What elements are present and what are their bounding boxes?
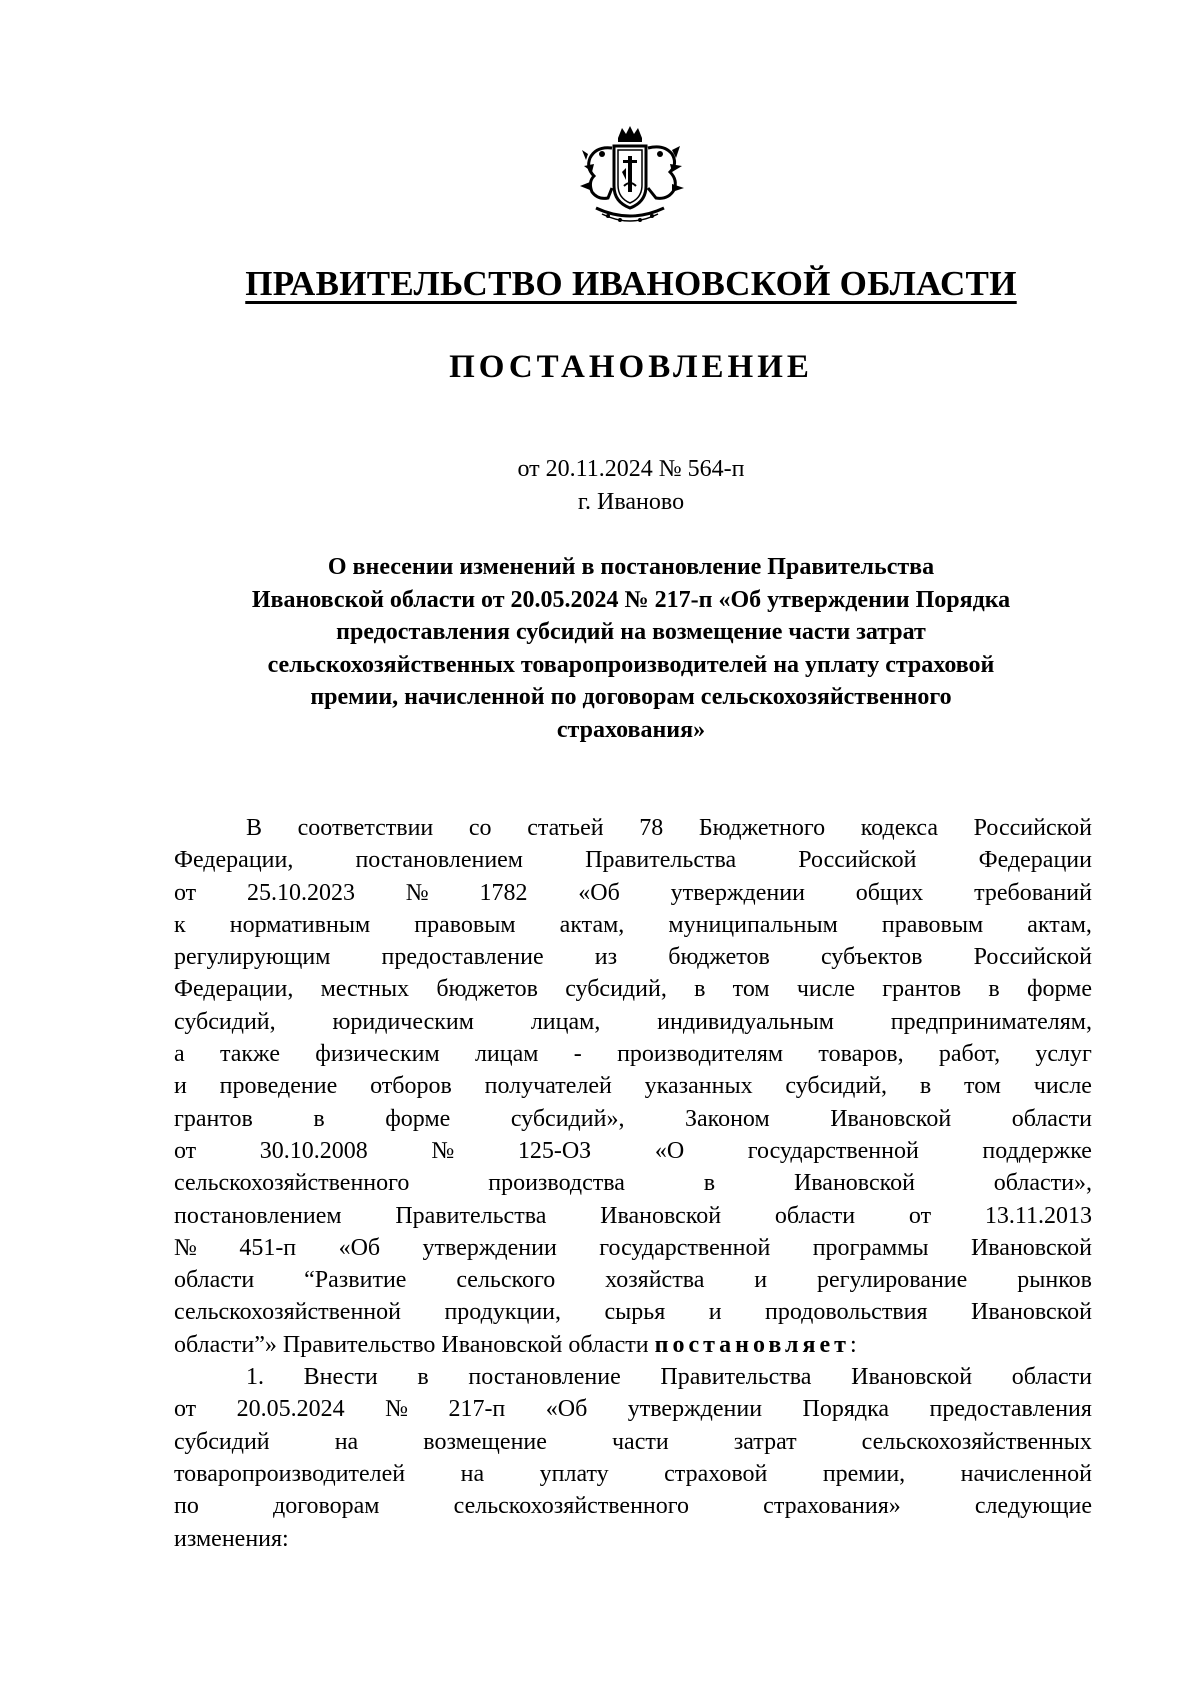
body-word: государственной bbox=[599, 1234, 771, 1261]
body-word: указанных bbox=[644, 1073, 753, 1100]
body-word: Федерации, bbox=[174, 976, 294, 1003]
body-word: статьей bbox=[527, 815, 604, 841]
body-word: в bbox=[417, 1364, 429, 1391]
body-word: предоставление bbox=[381, 944, 544, 971]
body-word: от bbox=[908, 1202, 932, 1229]
body-word: Российской bbox=[798, 847, 917, 874]
body-word: и bbox=[754, 1267, 768, 1294]
body-word: договорам bbox=[273, 1493, 380, 1520]
body-word: сельскохозяйственной bbox=[174, 1299, 401, 1326]
body-word: уплату bbox=[539, 1460, 609, 1487]
body-word: муниципальным bbox=[668, 911, 838, 938]
body-word: утверждении bbox=[422, 1234, 557, 1261]
body-word: числе bbox=[1033, 1073, 1092, 1100]
body-line bbox=[174, 1070, 1092, 1102]
body-line bbox=[174, 1200, 1092, 1232]
body-word: производства bbox=[488, 1170, 625, 1197]
body-line-tail: : bbox=[849, 1331, 857, 1358]
body-line-text: изменения: bbox=[174, 1525, 289, 1552]
body-line bbox=[174, 844, 1092, 876]
body-word: 1782 bbox=[479, 879, 528, 906]
body-word: в bbox=[313, 1105, 325, 1132]
body-line bbox=[174, 1361, 1092, 1393]
body-word: 451-п bbox=[239, 1234, 297, 1261]
document-body bbox=[174, 812, 1092, 1555]
body-word: Бюджетного bbox=[698, 815, 826, 841]
body-word: и bbox=[708, 1299, 722, 1326]
body-word: Законом bbox=[684, 1105, 770, 1132]
body-word: «Об bbox=[545, 1396, 588, 1423]
body-word: сельского bbox=[456, 1267, 556, 1294]
body-word: следующие bbox=[974, 1493, 1092, 1520]
body-line bbox=[174, 909, 1092, 941]
body-word: числе bbox=[796, 976, 856, 1003]
body-word: возмещение bbox=[423, 1428, 547, 1455]
body-line bbox=[174, 1006, 1092, 1038]
body-word: затрат bbox=[733, 1428, 797, 1455]
coat-of-arms-icon bbox=[568, 124, 692, 232]
body-word: отборов bbox=[370, 1073, 452, 1100]
document-subject bbox=[170, 551, 1092, 746]
body-word: постановление bbox=[468, 1364, 621, 1391]
body-line bbox=[174, 1523, 1092, 1555]
body-word: сырья bbox=[604, 1299, 666, 1326]
body-word: местных bbox=[320, 976, 410, 1003]
body-word: Федерации, bbox=[174, 847, 294, 874]
body-word: сельскохозяйственных bbox=[861, 1428, 1092, 1455]
body-word: правовым bbox=[414, 911, 516, 938]
body-line bbox=[174, 941, 1092, 973]
body-word: Ивановской bbox=[851, 1364, 973, 1391]
body-word: сельскохозяйственного bbox=[174, 1170, 410, 1197]
body-word: части bbox=[611, 1428, 669, 1455]
body-line bbox=[174, 1490, 1092, 1522]
body-word: бюджетов bbox=[436, 976, 538, 1003]
body-word: “Развитие bbox=[304, 1267, 407, 1294]
body-word: 125-ОЗ bbox=[517, 1137, 592, 1164]
subject-line: предоставления субсидий на возмещение части затрат bbox=[336, 619, 926, 645]
body-word: в bbox=[703, 1170, 716, 1197]
body-word: Внести bbox=[303, 1364, 378, 1391]
body-word: Федерации bbox=[978, 847, 1092, 874]
body-word: предпринимателям, bbox=[890, 1008, 1092, 1035]
body-word: сельскохозяйственного bbox=[453, 1493, 690, 1520]
body-word: Ивановской bbox=[971, 1299, 1092, 1326]
body-word: Правительства bbox=[660, 1364, 812, 1391]
body-word: форме bbox=[385, 1105, 451, 1132]
body-word: а bbox=[174, 1041, 185, 1068]
body-word: также bbox=[219, 1041, 280, 1068]
body-word: Ивановской bbox=[970, 1234, 1092, 1261]
body-line bbox=[174, 877, 1092, 909]
body-word: страхования» bbox=[763, 1493, 901, 1520]
body-word: к bbox=[174, 911, 186, 938]
body-word: 20.05.2024 bbox=[236, 1396, 345, 1423]
body-word: физическим bbox=[315, 1041, 440, 1068]
body-word: общих bbox=[855, 879, 924, 906]
body-word: кодекса bbox=[860, 815, 939, 841]
body-word: страховой bbox=[664, 1460, 768, 1487]
body-word: постановлением bbox=[174, 1202, 342, 1229]
body-word: субсидий, bbox=[565, 976, 667, 1003]
body-word: том bbox=[732, 976, 770, 1003]
body-line bbox=[174, 1458, 1092, 1490]
body-word: том bbox=[964, 1073, 1001, 1100]
body-word: поддержке bbox=[982, 1137, 1092, 1164]
body-line bbox=[174, 1167, 1092, 1199]
body-word: области bbox=[174, 1267, 255, 1294]
subject-line: О внесении изменений в постановление Правительства bbox=[327, 554, 935, 580]
body-word: и bbox=[174, 1073, 187, 1100]
body-word: услуг bbox=[1035, 1041, 1092, 1068]
body-line bbox=[174, 1426, 1092, 1458]
body-word: программы bbox=[812, 1234, 929, 1261]
body-line bbox=[174, 1135, 1092, 1167]
body-word: нормативным bbox=[229, 911, 371, 938]
body-word: Ивановской bbox=[830, 1105, 952, 1132]
body-word: требований bbox=[974, 879, 1092, 906]
body-word: области bbox=[774, 1202, 856, 1229]
body-word: 30.10.2008 bbox=[259, 1137, 368, 1164]
body-word: субсидий», bbox=[510, 1105, 625, 1132]
subject-line: страхования» bbox=[556, 716, 706, 743]
body-word: рынков bbox=[1017, 1267, 1092, 1294]
government-title: ПРАВИТЕЛЬСТВО ИВАНОВСКОЙ ОБЛАСТИ bbox=[245, 264, 1017, 303]
body-word: актам, bbox=[1027, 911, 1092, 938]
body-word: премии, bbox=[822, 1460, 906, 1487]
body-word: в bbox=[988, 976, 1000, 1003]
body-line bbox=[174, 1038, 1092, 1070]
body-word: «Об bbox=[338, 1234, 381, 1261]
body-word: лицам, bbox=[530, 1008, 601, 1035]
body-word: хозяйства bbox=[605, 1267, 705, 1294]
body-word: государственной bbox=[747, 1137, 919, 1164]
body-word: Правительства bbox=[395, 1202, 547, 1229]
body-word: регулирование bbox=[817, 1267, 968, 1294]
body-word: утверждении bbox=[627, 1396, 763, 1423]
body-word: работ, bbox=[938, 1041, 1001, 1068]
body-word: лицам bbox=[474, 1041, 539, 1068]
body-word: 1. bbox=[246, 1364, 264, 1391]
body-line bbox=[174, 1329, 1092, 1361]
body-word: юридическим bbox=[332, 1008, 474, 1035]
body-word: предоставления bbox=[929, 1396, 1092, 1423]
body-word: В bbox=[246, 815, 263, 841]
body-word: «О bbox=[654, 1137, 685, 1164]
body-word: - bbox=[573, 1041, 582, 1068]
body-word: субсидий, bbox=[174, 1008, 276, 1035]
body-line bbox=[174, 812, 1092, 844]
document-city: г. Иваново bbox=[577, 489, 685, 515]
body-word: соответствии bbox=[297, 815, 434, 841]
body-word: в bbox=[694, 976, 706, 1003]
body-word: утверждении bbox=[670, 879, 805, 906]
body-word: правовым bbox=[881, 911, 984, 938]
body-word: из bbox=[594, 944, 618, 971]
body-word: получателей bbox=[484, 1073, 612, 1100]
document-date-number: от 20.11.2024 № 564-п bbox=[517, 456, 745, 482]
body-word: субсидий bbox=[174, 1428, 270, 1455]
body-word: 78 bbox=[639, 815, 664, 841]
body-line bbox=[174, 1264, 1092, 1296]
subject-line: сельскохозяйственных товаропроизводителей на уплату страховой bbox=[267, 651, 995, 678]
body-word: на bbox=[460, 1460, 485, 1487]
body-word: грантов bbox=[174, 1105, 253, 1132]
body-word: начисленной bbox=[960, 1460, 1092, 1487]
body-word: субсидий, bbox=[785, 1073, 888, 1100]
body-word: № bbox=[405, 879, 429, 906]
body-word: 25.10.2023 bbox=[246, 879, 355, 906]
body-word: постановлением bbox=[355, 847, 523, 874]
body-word: форме bbox=[1026, 976, 1092, 1003]
subject-line: Ивановской области от 20.05.2024 № 217-п «Об утверждении Порядка bbox=[251, 586, 1011, 613]
body-word: от bbox=[174, 879, 197, 906]
body-word: «Об bbox=[578, 879, 620, 906]
body-word: продукции, bbox=[444, 1299, 562, 1326]
body-word: по bbox=[174, 1493, 199, 1520]
body-word: бюджетов bbox=[668, 944, 770, 971]
body-line-text: области”» Правительство Ивановской области bbox=[174, 1331, 655, 1358]
body-word: в bbox=[919, 1073, 932, 1100]
body-word: субъектов bbox=[820, 944, 923, 971]
body-line bbox=[174, 1393, 1092, 1425]
body-word: области bbox=[1011, 1105, 1092, 1132]
subject-line: премии, начисленной по договорам сельскохозяйственного bbox=[310, 684, 952, 710]
body-word: № bbox=[174, 1234, 197, 1261]
body-word: товаропроизводителей bbox=[174, 1460, 406, 1487]
body-word: Ивановской bbox=[600, 1202, 722, 1229]
body-word: продовольствия bbox=[765, 1299, 928, 1326]
body-word: 13.11.2013 bbox=[984, 1202, 1092, 1229]
body-word: индивидуальным bbox=[657, 1008, 834, 1035]
document-type: ПОСТАНОВЛЕНИЕ bbox=[449, 349, 813, 385]
body-word: производителям bbox=[617, 1041, 784, 1068]
body-word: Правительства bbox=[585, 847, 737, 874]
body-line bbox=[174, 1296, 1092, 1328]
body-word: Российской bbox=[973, 944, 1092, 971]
body-word: № bbox=[431, 1137, 455, 1164]
body-line bbox=[174, 1103, 1092, 1135]
body-word: области», bbox=[993, 1170, 1092, 1197]
body-line bbox=[174, 1232, 1092, 1264]
body-word: № bbox=[385, 1396, 408, 1423]
body-word: на bbox=[334, 1428, 359, 1455]
body-word: регулирующим bbox=[174, 944, 331, 971]
body-line bbox=[174, 973, 1092, 1005]
body-word: со bbox=[468, 815, 492, 841]
body-word: 217-п bbox=[448, 1396, 506, 1423]
resolves-word: постановляет bbox=[654, 1331, 850, 1358]
body-word: Российской bbox=[973, 815, 1092, 841]
body-word: Ивановской bbox=[793, 1170, 915, 1197]
body-word: от bbox=[174, 1396, 197, 1423]
body-word: грантов bbox=[882, 976, 962, 1003]
body-word: товаров, bbox=[818, 1041, 904, 1068]
body-word: от bbox=[174, 1137, 197, 1164]
body-word: актам, bbox=[559, 911, 625, 938]
body-word: области bbox=[1011, 1364, 1092, 1391]
body-word: проведение bbox=[219, 1073, 338, 1100]
body-word: Порядка bbox=[802, 1396, 890, 1423]
